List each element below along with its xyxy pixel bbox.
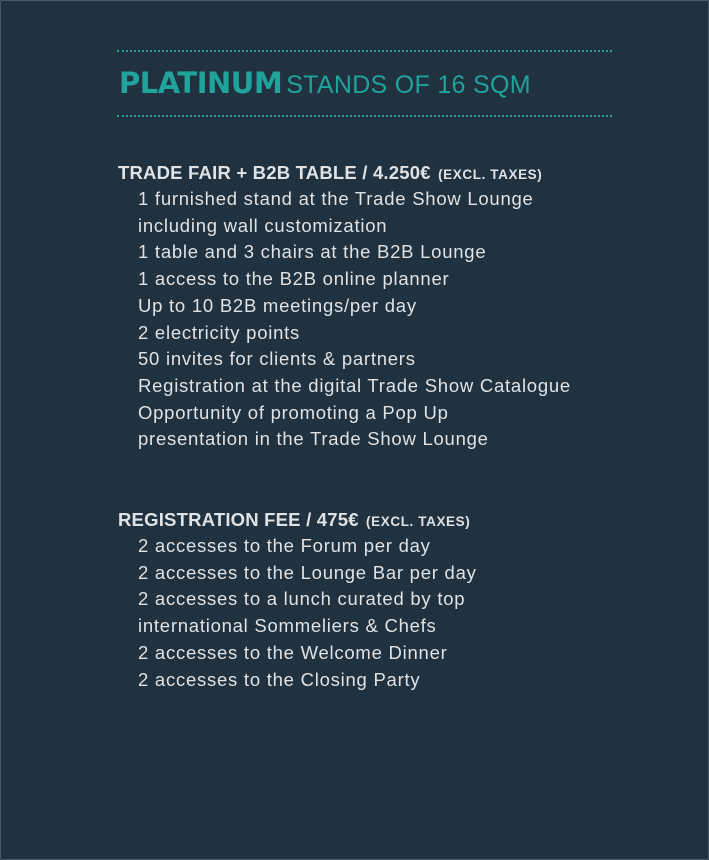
list-item: 2 accesses to the Closing Party (138, 668, 421, 690)
list-item: 2 accesses to the Welcome Dinner (138, 641, 448, 663)
list-item: 2 accesses to a lunch curated by top (138, 588, 466, 610)
list-item: Opportunity of promoting a Pop Up (138, 401, 449, 423)
page-heading (119, 66, 531, 106)
trade-fair-price: TRADE FAIR + B2B TABLE / 4.250€ (118, 162, 431, 183)
registration-fee-price: REGISTRATION FEE / 475€ (118, 509, 359, 530)
list-item: 1 table and 3 chairs at the B2B Lounge (138, 241, 487, 263)
top-dotted-divider (117, 50, 612, 52)
trade-fair-items (118, 186, 571, 453)
list-item: Up to 10 B2B meetings/per day (138, 294, 417, 316)
trade-fair-title (118, 160, 571, 186)
list-item: presentation in the Trade Show Lounge (138, 428, 489, 450)
list-item: 2 accesses to the Forum per day (138, 535, 431, 556)
list-item: 50 invites for clients & partners (138, 348, 416, 370)
trade-fair-tax-note: (EXCL. TAXES) (438, 167, 543, 182)
list-item: international Sommeliers & Chefs (138, 615, 437, 637)
registration-fee-title (118, 507, 477, 533)
heading-tier: PLATINUM (119, 66, 283, 100)
list-item: 2 accesses to the Lounge Bar per day (138, 561, 477, 583)
registration-fee-section (118, 507, 477, 693)
registration-fee-tax-note: (EXCL. TAXES) (366, 514, 471, 529)
list-item: 1 access to the B2B online planner (138, 268, 450, 290)
heading-subtitle: STANDS OF 16 SQM (286, 71, 531, 99)
list-item: 2 electricity points (138, 321, 301, 343)
trade-fair-section (118, 160, 571, 453)
list-item: Registration at the digital Trade Show Catalogue (138, 374, 571, 396)
list-item: 1 furnished stand at the Trade Show Lounge (138, 188, 534, 209)
bottom-dotted-divider (117, 115, 612, 117)
list-item: including wall customization (138, 214, 388, 236)
registration-fee-items (118, 533, 477, 693)
